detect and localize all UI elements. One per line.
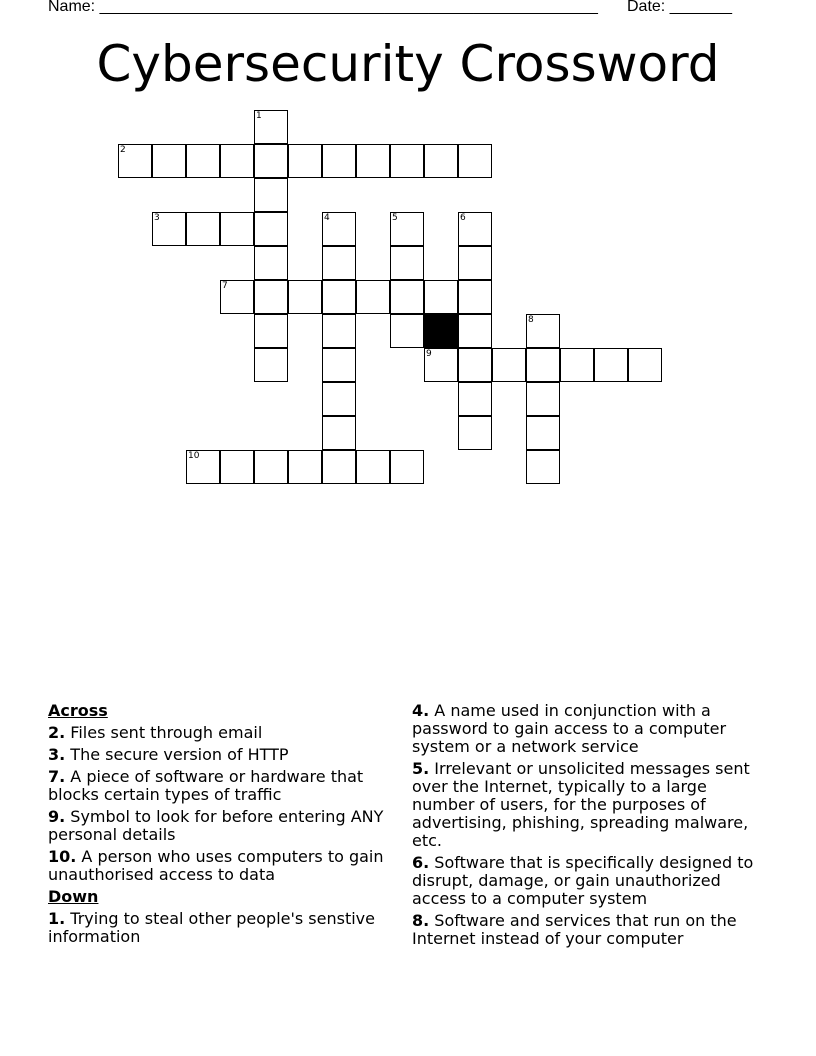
grid-cell[interactable] xyxy=(220,450,254,484)
grid-cell[interactable] xyxy=(186,144,220,178)
grid-cell[interactable] xyxy=(322,212,356,246)
down-clue xyxy=(412,760,774,850)
clue-text: A name used in conjunction with a password to gain access to a computer system or a network service xyxy=(412,701,727,756)
grid-cell[interactable] xyxy=(186,212,220,246)
clue-text: The secure version of HTTP xyxy=(65,745,289,764)
crossword-grid xyxy=(0,0,816,500)
grid-cell[interactable] xyxy=(356,144,390,178)
clue-number-label: 10. xyxy=(48,847,77,866)
clue-number-label: 5. xyxy=(412,759,430,778)
grid-cell[interactable] xyxy=(220,280,254,314)
grid-cell[interactable] xyxy=(390,212,424,246)
grid-cell[interactable] xyxy=(526,382,560,416)
across-clue xyxy=(48,848,398,884)
grid-cell[interactable] xyxy=(390,144,424,178)
grid-cell[interactable] xyxy=(322,314,356,348)
clue-number: 4 xyxy=(324,213,330,223)
grid-cell[interactable] xyxy=(322,280,356,314)
down-clue xyxy=(412,912,774,948)
clue-text: Symbol to look for before entering ANY personal details xyxy=(48,807,384,844)
date-blank: _______ xyxy=(669,0,732,15)
clue-text: Trying to steal other people's senstive information xyxy=(48,909,375,946)
grid-cell[interactable] xyxy=(390,314,424,348)
grid-cell[interactable] xyxy=(152,144,186,178)
black-cell xyxy=(424,314,458,348)
clues-left-column xyxy=(48,702,398,950)
grid-cell[interactable] xyxy=(526,416,560,450)
clues-right-column xyxy=(412,702,774,952)
clue-number: 3 xyxy=(154,213,160,223)
across-clue xyxy=(48,724,398,742)
grid-cell[interactable] xyxy=(492,348,526,382)
clue-number: 10 xyxy=(188,451,200,461)
name-blank: ________________________________________________________ xyxy=(99,0,598,15)
grid-cell[interactable] xyxy=(186,450,220,484)
grid-cell[interactable] xyxy=(458,314,492,348)
grid-cell[interactable] xyxy=(356,450,390,484)
clue-text: Files sent through email xyxy=(65,723,263,742)
grid-cell[interactable] xyxy=(458,280,492,314)
grid-cell[interactable] xyxy=(322,450,356,484)
down-clue xyxy=(412,702,774,756)
clue-number: 1 xyxy=(256,111,262,121)
grid-cell[interactable] xyxy=(526,314,560,348)
grid-cell[interactable] xyxy=(254,348,288,382)
clue-number: 8 xyxy=(528,315,534,325)
grid-cell[interactable] xyxy=(390,450,424,484)
across-clue xyxy=(48,746,398,764)
across-clue xyxy=(48,768,398,804)
grid-cell[interactable] xyxy=(254,144,288,178)
grid-cell[interactable] xyxy=(526,348,560,382)
clue-text: Software and services that run on the Internet instead of your computer xyxy=(412,911,737,948)
grid-cell[interactable] xyxy=(594,348,628,382)
grid-cell[interactable] xyxy=(458,144,492,178)
grid-cell[interactable] xyxy=(390,280,424,314)
date-label: Date: xyxy=(627,0,666,15)
grid-cell[interactable] xyxy=(628,348,662,382)
grid-cell[interactable] xyxy=(458,348,492,382)
grid-cell[interactable] xyxy=(254,110,288,144)
across-heading: Across xyxy=(48,701,108,720)
name-label: Name: xyxy=(48,0,96,15)
grid-cell[interactable] xyxy=(288,450,322,484)
clue-number: 2 xyxy=(120,145,126,155)
clue-text: Irrelevant or unsolicited messages sent over the Internet, typically to a large number of users, for the purposes of advertising, phishing, spreading malware, etc. xyxy=(412,759,750,850)
clue-text: Software that is specifically designed to disrupt, damage, or gain unauthorized access to a computer system xyxy=(412,853,754,908)
grid-cell[interactable] xyxy=(322,348,356,382)
page-title: Cybersecurity Crossword xyxy=(96,35,720,93)
grid-cell[interactable] xyxy=(526,450,560,484)
clue-number-label: 4. xyxy=(412,701,430,720)
grid-cell[interactable] xyxy=(288,280,322,314)
down-clue-list xyxy=(48,910,398,946)
across-clue-list xyxy=(48,724,398,884)
grid-cell[interactable] xyxy=(254,450,288,484)
down-heading: Down xyxy=(48,887,99,906)
grid-cell[interactable] xyxy=(322,416,356,450)
clue-number: 5 xyxy=(392,213,398,223)
clue-number-label: 7. xyxy=(48,767,66,786)
grid-cell[interactable] xyxy=(458,416,492,450)
grid-cell[interactable] xyxy=(322,144,356,178)
grid-cell[interactable] xyxy=(560,348,594,382)
grid-cell[interactable] xyxy=(118,144,152,178)
grid-cell[interactable] xyxy=(458,212,492,246)
grid-cell[interactable] xyxy=(458,382,492,416)
clue-text: A piece of software or hardware that blocks certain types of traffic xyxy=(48,767,364,804)
grid-cell[interactable] xyxy=(424,348,458,382)
grid-cell[interactable] xyxy=(458,246,492,280)
clue-number: 9 xyxy=(426,349,432,359)
grid-cell[interactable] xyxy=(152,212,186,246)
grid-cell[interactable] xyxy=(254,178,288,212)
grid-cell[interactable] xyxy=(254,280,288,314)
grid-cell[interactable] xyxy=(254,212,288,246)
grid-cell[interactable] xyxy=(356,280,390,314)
clue-number-label: 2. xyxy=(48,723,66,742)
clue-number-label: 6. xyxy=(412,853,430,872)
grid-cell[interactable] xyxy=(254,246,288,280)
clue-text: A person who uses computers to gain unauthorised access to data xyxy=(48,847,384,884)
grid-cell[interactable] xyxy=(220,212,254,246)
grid-cell[interactable] xyxy=(322,246,356,280)
across-clue xyxy=(48,808,398,844)
grid-cell[interactable] xyxy=(254,314,288,348)
clue-number-label: 1. xyxy=(48,909,66,928)
clue-number-label: 9. xyxy=(48,807,66,826)
down-clue xyxy=(412,854,774,908)
down-clue xyxy=(48,910,398,946)
clue-number-label: 3. xyxy=(48,745,66,764)
grid-cell[interactable] xyxy=(424,144,458,178)
grid-cell[interactable] xyxy=(288,144,322,178)
grid-cell[interactable] xyxy=(390,246,424,280)
grid-cell[interactable] xyxy=(220,144,254,178)
clue-number: 6 xyxy=(460,213,466,223)
grid-cell[interactable] xyxy=(424,280,458,314)
down-clue-list-continued xyxy=(412,702,774,948)
clue-number: 7 xyxy=(222,281,228,291)
grid-cell[interactable] xyxy=(322,382,356,416)
clue-number-label: 8. xyxy=(412,911,430,930)
